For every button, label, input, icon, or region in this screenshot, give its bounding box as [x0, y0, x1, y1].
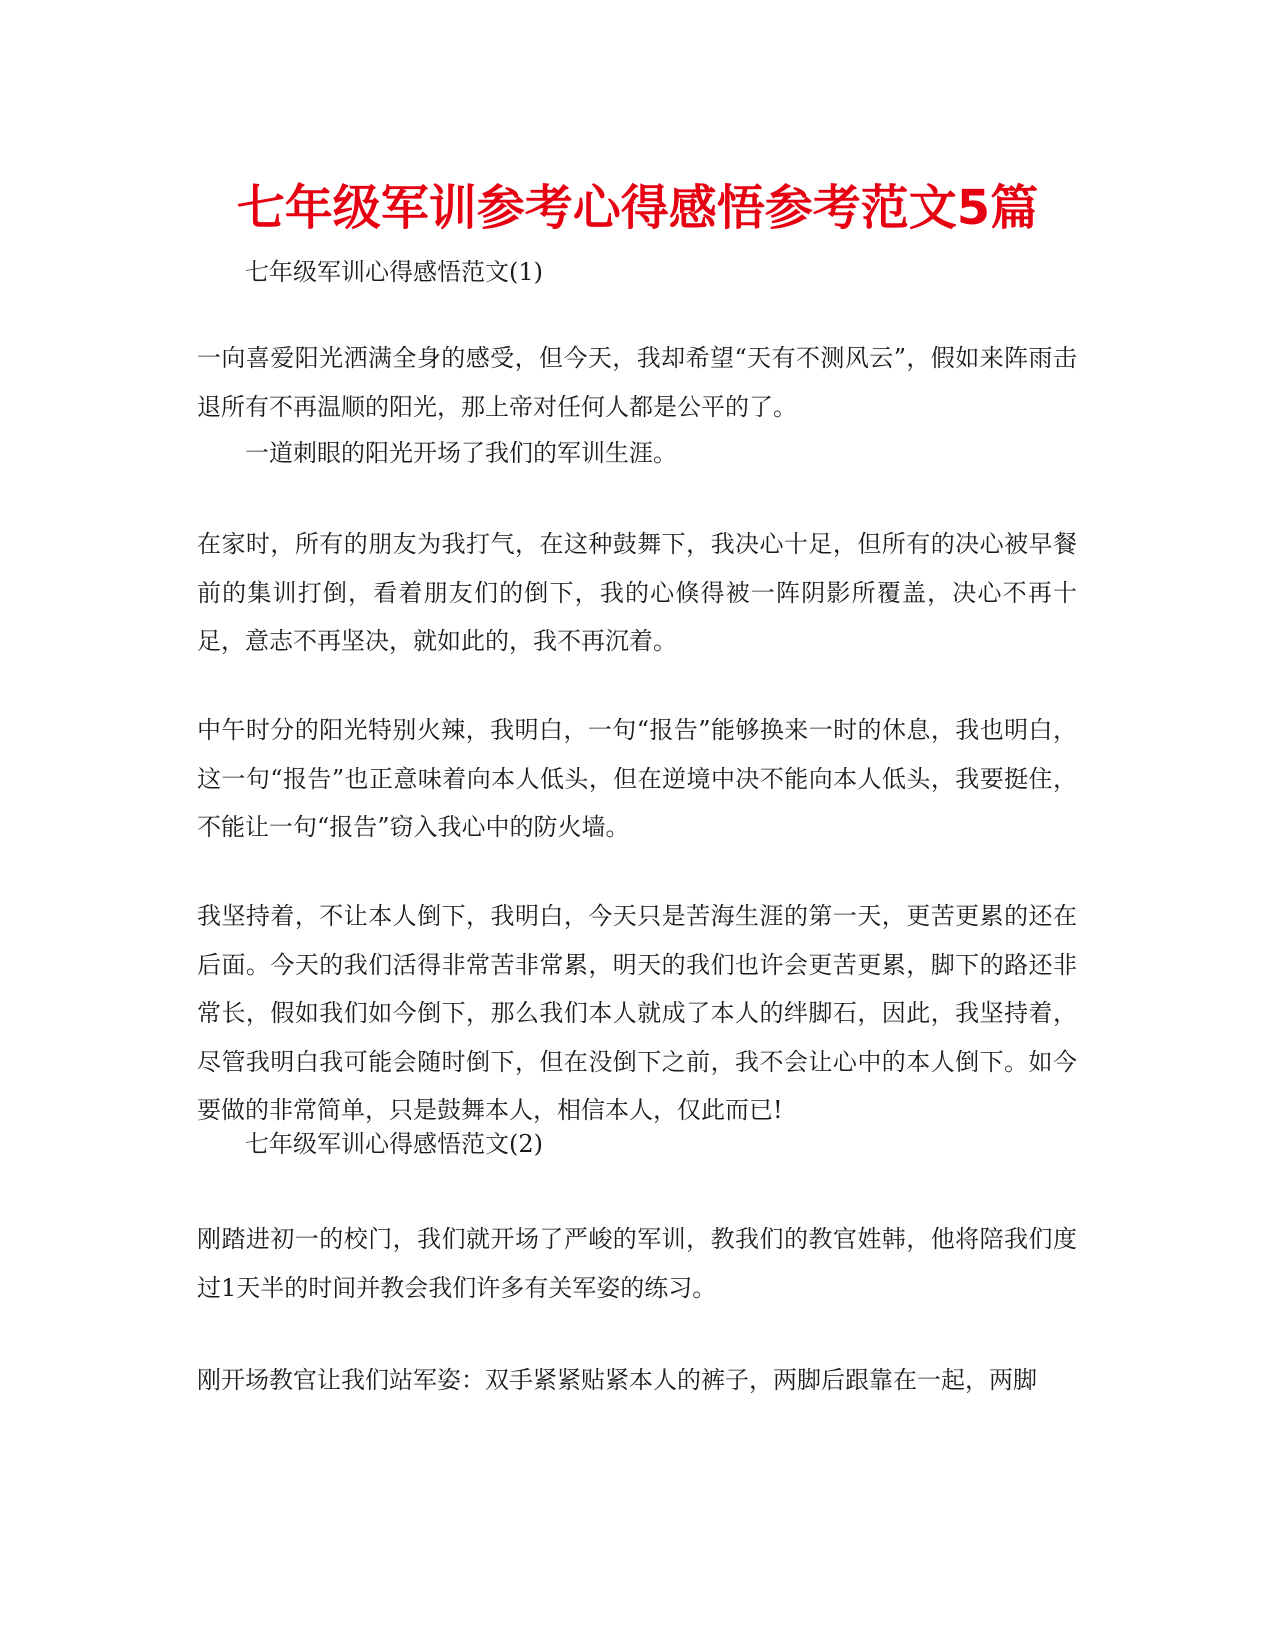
paragraph-2: 一道刺眼的阳光开场了我们的军训生涯。	[245, 439, 677, 467]
section-subtitle-1: 七年级军训心得感悟范文(1)	[245, 258, 543, 286]
paragraph-4: 中午时分的阳光特别火辣，我明白，一句“报告”能够换来一时的休息，我也明白，这一句“报告”也正意味着向本人低头，但在逆境中决不能向本人低头，我要挺住，不能让一句“报告”窃入我心中的防火墙。	[197, 716, 1077, 841]
paragraph-5: 我坚持着，不让本人倒下，我明白，今天只是苦海生涯的第一天，更苦更累的还在后面。今天的我们活得非常苦非常累，明天的我们也许会更苦更累，脚下的路还非常长，假如我们如今倒下，那么我们本人就成了本人的绊脚石，因此，我坚持着，尽管我明白我可能会随时倒下，但在没倒下之前，我不会让心中的本人倒下。如今要做的非常简单，只是鼓舞本人，相信本人，仅此而已!	[197, 902, 1077, 1124]
paragraph-7: 刚开场教官让我们站军姿：双手紧紧贴紧本人的裤子，两脚后跟靠在一起，两脚	[197, 1366, 1037, 1394]
paragraph-3: 在家时，所有的朋友为我打气，在这种鼓舞下，我决心十足，但所有的决心被早餐前的集训打倒，看着朋友们的倒下，我的心倏得被一阵阴影所覆盖，决心不再十足，意志不再坚决，就如此的，我不再沉着。	[197, 530, 1077, 655]
section-subtitle-2: 七年级军训心得感悟范文(2)	[245, 1130, 543, 1158]
paragraph-6: 刚踏进初一的校门，我们就开场了严峻的军训，教我们的教官姓韩，他将陪我们度过1天半的时间并教会我们许多有关军姿的练习。	[197, 1225, 1077, 1302]
paragraph-1: 一向喜爱阳光洒满全身的感受，但今天，我却希望“天有不测风云”，假如来阵雨击退所有不再温顺的阳光，那上帝对任何人都是公平的了。	[197, 344, 1077, 421]
document-title: 七年级军训参考心得感悟参考范文5篇	[236, 180, 1039, 236]
